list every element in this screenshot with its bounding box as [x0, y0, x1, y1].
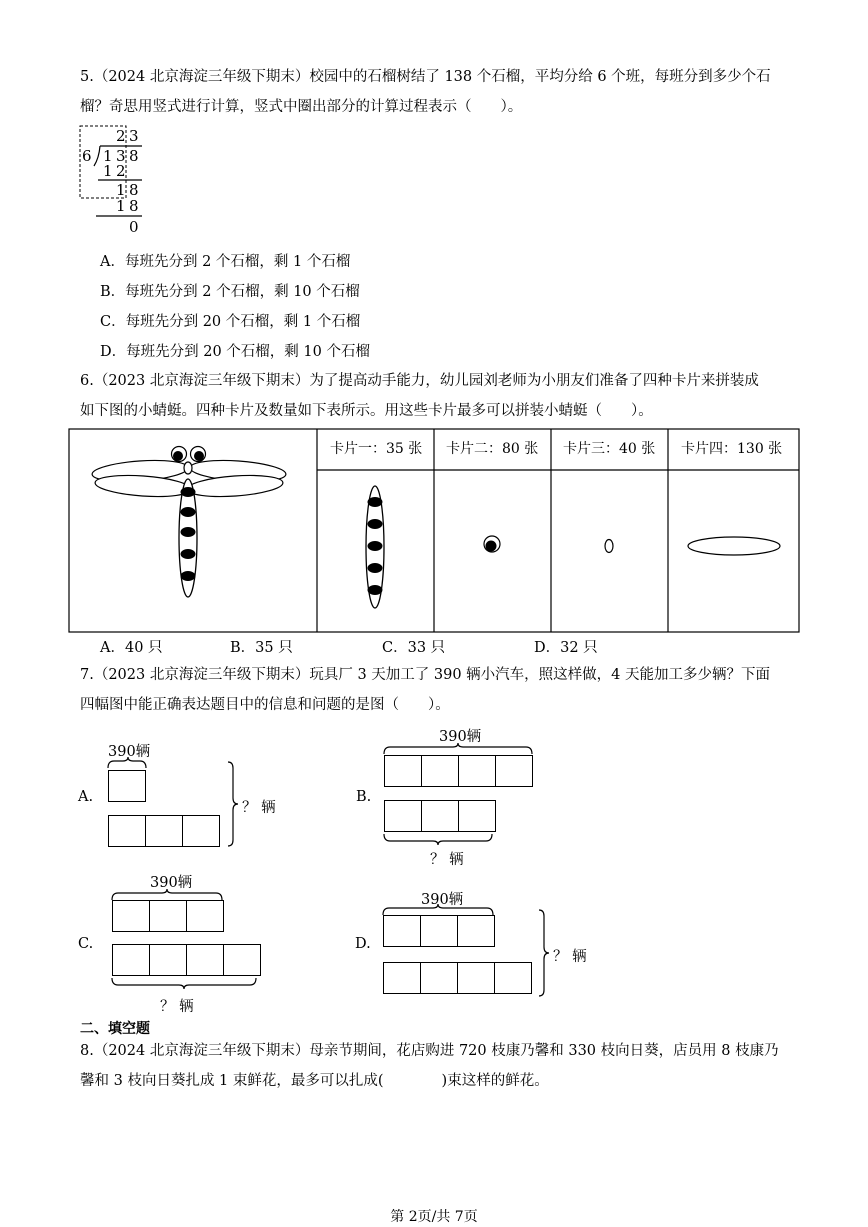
section-heading: 二、填空题: [80, 1021, 150, 1037]
card-three-header: 卡片三：40 张: [563, 441, 656, 457]
dividend-digit-3: 8: [129, 147, 139, 165]
step3-digit-1: 1: [116, 197, 126, 215]
q6-option-d: D．32 只: [534, 640, 598, 656]
card-two-eye-shape: [484, 536, 500, 552]
diagram-a-given-label: 390辆: [108, 744, 151, 760]
card-one-body-shape: [366, 486, 384, 608]
quotient-digit-1: 2: [116, 127, 126, 145]
card-two-header: 卡片二：80 张: [446, 441, 539, 457]
q8-line2: 馨和 3 枝向日葵扎成 1 束鲜花，最多可以扎成( )束这样的鲜花。: [80, 1073, 549, 1089]
remainder: 0: [129, 218, 139, 236]
diagram-c-label: C.: [78, 936, 94, 952]
diagram-b-box: [495, 755, 533, 787]
q6-line2: 如下图的小蜻蜓。四种卡片及数量如下表所示。用这些卡片最多可以拼装小蜻蜓（ ）。: [80, 403, 653, 419]
step2-digit-1: 1: [116, 181, 126, 199]
diagram-d-box: [494, 962, 532, 994]
diagram-b-box: [421, 755, 459, 787]
q6-option-b: B．35 只: [230, 640, 293, 656]
dividend-digit-1: 1: [103, 147, 113, 165]
q6-option-a: A．40 只: [100, 640, 163, 656]
diagram-b-box: [384, 800, 422, 832]
quotient-digit-2: 3: [129, 127, 139, 145]
q5-option-a: A．每班先分到 2 个石榴，剩 1 个石榴: [100, 254, 351, 270]
diagram-c-box: [112, 944, 150, 976]
diagram-c-unknown-brace: [108, 976, 266, 990]
diagram-a-side-brace: [226, 760, 240, 848]
diagram-b-box: [421, 800, 459, 832]
dragonfly-illustration: [91, 447, 286, 598]
q5-line2: 榴？奇思用竖式进行计算，竖式中圈出部分的计算过程表示（ ）。: [80, 99, 523, 115]
diagram-d-box: [383, 915, 421, 947]
q5-option-b: B．每班先分到 2 个石榴，剩 10 个石榴: [100, 284, 360, 300]
q6-option-c: C．33 只: [382, 640, 446, 656]
diagram-d-box: [383, 962, 421, 994]
q7-line1: 7.（2023 北京海淀三年级下期末）玩具厂 3 天加工了 390 辆小汽车，照这样做，4 天能加工多少辆？下面: [80, 667, 771, 683]
step1-digit-1: 1: [103, 162, 113, 180]
q5-option-d: D．每班先分到 20 个石榴，剩 10 个石榴: [100, 344, 370, 360]
q7-line2: 四幅图中能正确表达题目中的信息和问题的是图（ ）。: [80, 697, 450, 713]
diagram-b-given-label: 390辆: [439, 729, 482, 745]
diagram-c-box: [223, 944, 261, 976]
diagram-a-box: [182, 815, 220, 847]
dragonfly-table: [68, 428, 800, 634]
diagram-d-box: [457, 915, 495, 947]
q5-line1: 5.（2024 北京海淀三年级下期末）校园中的石榴树结了 138 个石榴，平均分给 6 个班，每班分到多少个石: [80, 69, 771, 85]
diagram-c-box: [186, 944, 224, 976]
diagram-b-box: [458, 800, 496, 832]
diagram-b-unknown-brace: [380, 832, 504, 846]
diagram-a-given-brace: [100, 756, 160, 770]
diagram-a-label: A.: [78, 789, 94, 805]
q5-option-c: C．每班先分到 20 个石榴，剩 1 个石榴: [100, 314, 361, 330]
diagram-d-unknown-label: ？ 辆: [553, 949, 587, 965]
diagram-c-box: [186, 900, 224, 932]
diagram-d-label: D.: [355, 936, 371, 952]
diagram-b-box: [458, 755, 496, 787]
diagram-c-box: [149, 900, 187, 932]
step1-digit-2: 2: [116, 162, 126, 180]
diagram-a-box: [145, 815, 183, 847]
card-four-wing-shape: [688, 537, 780, 555]
diagram-c-given-label: 390辆: [150, 875, 193, 891]
diagram-a-unknown-label: ？ 辆: [242, 800, 276, 816]
diagram-b-unknown-label: ？ 辆: [430, 852, 464, 868]
diagram-a-box: [108, 770, 146, 802]
card-one-header: 卡片一：35 张: [330, 441, 423, 457]
step2-digit-2: 8: [129, 181, 139, 199]
diagram-b-label: B.: [356, 789, 372, 805]
dividend-digit-2: 3: [116, 147, 126, 165]
diagram-c-box: [112, 900, 150, 932]
card-four-header: 卡片四：130 张: [681, 441, 783, 457]
diagram-c-box: [149, 944, 187, 976]
diagram-c-unknown-label: ？ 辆: [160, 999, 194, 1015]
diagram-d-box: [420, 962, 458, 994]
q8-line1: 8.（2024 北京海淀三年级下期末）母亲节期间，花店购进 720 枝康乃馨和 330 枝向日葵，店员用 8 枝康乃: [80, 1043, 779, 1059]
long-division: [76, 124, 156, 239]
q6-line1: 6.（2023 北京海淀三年级下期末）为了提高动手能力，幼儿园刘老师为小朋友们准备了四种卡片来拼装成: [80, 373, 759, 389]
page-footer: 第 2页/共 7页: [390, 1209, 478, 1225]
diagram-b-given-brace: [380, 742, 538, 756]
card-three-neck-shape: [605, 540, 613, 553]
diagram-d-given-label: 390辆: [421, 892, 464, 908]
diagram-d-box: [457, 962, 495, 994]
divisor: 6: [82, 147, 92, 165]
diagram-a-box: [108, 815, 146, 847]
step3-digit-2: 8: [129, 197, 139, 215]
diagram-d-side-brace: [537, 908, 551, 998]
diagram-d-box: [420, 915, 458, 947]
diagram-b-box: [384, 755, 422, 787]
